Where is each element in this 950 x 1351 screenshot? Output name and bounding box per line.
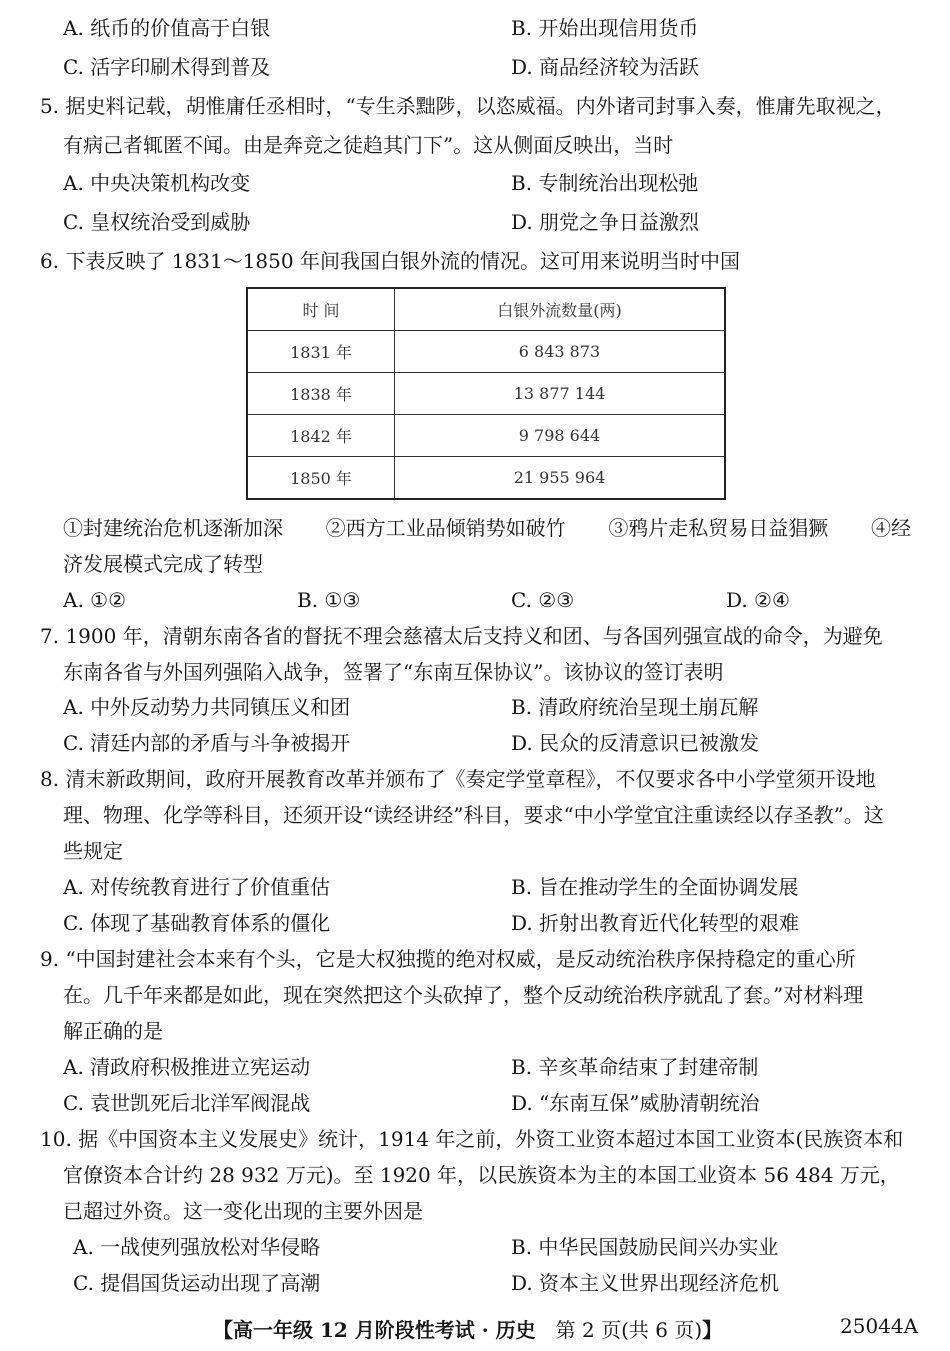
table-cell-year: 1842 年 — [247, 415, 395, 457]
q9-stem-line-1: 9. “中国封建社会本来有个头，它是大权独揽的绝对权威，是反动统治秩序保持稳定的重心所 — [40, 947, 856, 971]
q8-stem-line-2: 理、物理、化学等科目，还须开设“读经讲经”科目，要求“中小学堂宜注重读经以存圣教”。这 — [63, 803, 884, 827]
q10-option-d: D. 资本主义世界出现经济危机 — [511, 1271, 780, 1295]
q8-option-a: A. 对传统教育进行了价值重估 — [63, 875, 331, 899]
q4-option-d: D. 商品经济较为活跃 — [511, 55, 700, 79]
q9-option-d: D. “东南互保”威胁清朝统治 — [511, 1091, 760, 1115]
table-cell-year: 1850 年 — [247, 457, 395, 500]
table-header-cell: 白银外流数量(两) — [395, 288, 726, 331]
q5-option-a: A. 中央决策机构改变 — [63, 171, 251, 195]
q8-stem-line-1: 8. 清末新政期间，政府开展教育改革并颁布了《奏定学堂章程》，不仅要求各中小学堂须开设地 — [40, 767, 876, 791]
q6-item-2: ②西方工业品倾销势如破竹 — [325, 516, 566, 540]
q10-stem-line-3: 已超过外资。这一变化出现的主要外因是 — [63, 1199, 423, 1223]
q10-option-a: A. 一战使列强放松对华侵略 — [73, 1235, 321, 1259]
q6-option-a: A. ①② — [63, 588, 127, 612]
footer-dot: · — [474, 1318, 496, 1342]
q8-option-c: C. 体现了基础教育体系的僵化 — [63, 911, 331, 935]
silver-outflow-table — [246, 287, 726, 500]
q6-items-line-1 — [63, 515, 911, 541]
q9-stem-line-3: 解正确的是 — [63, 1019, 163, 1043]
q9-option-c: C. 袁世凯死后北洋军阀混战 — [63, 1091, 311, 1115]
q10-option-b: B. 中华民国鼓励民间兴办实业 — [511, 1235, 779, 1259]
q5-option-d: D. 朋党之争日益激烈 — [511, 210, 700, 234]
table-cell-amount: 9 798 644 — [395, 415, 726, 457]
q6-option-c: C. ②③ — [511, 588, 575, 612]
q8-stem-line-3: 些规定 — [63, 839, 123, 863]
table-row — [247, 373, 725, 415]
table-header-cell: 时 间 — [247, 288, 395, 331]
table-row — [247, 457, 725, 500]
table-cell-amount: 13 877 144 — [395, 373, 726, 415]
q10-stem-line-1: 10. 据《中国资本主义发展史》统计，1914 年之前，外资工业资本超过本国工业资本(民族资本和 — [40, 1127, 904, 1151]
q7-option-c: C. 清廷内部的矛盾与斗争被揭开 — [63, 731, 351, 755]
table-row — [247, 331, 725, 373]
q4-option-c: C. 活字印刷术得到普及 — [63, 55, 271, 79]
q8-option-d: D. 折射出教育近代化转型的艰难 — [511, 911, 800, 935]
q5-option-b: B. 专制统治出现松弛 — [511, 171, 699, 195]
footer-bracket-close: 】 — [702, 1318, 723, 1342]
q7-option-b: B. 清政府统治呈现土崩瓦解 — [511, 695, 759, 719]
q9-stem-line-2: 在。几千年来都是如此，现在突然把这个头砍掉了，整个反动统治秩序就乱了套。”对材料理 — [63, 983, 864, 1007]
q6-item-3: ③鸦片走私贸易日益猖獗 — [608, 516, 829, 540]
table-cell-amount: 6 843 873 — [395, 331, 726, 373]
q6-item-1: ①封建统治危机逐渐加深 — [63, 516, 283, 540]
q7-option-a: A. 中外反动势力共同镇压义和团 — [63, 695, 351, 719]
q7-stem-line-1: 7. 1900 年，清朝东南各省的督抚不理会慈禧太后支持义和团、与各国列强宣战的命令，为避免 — [40, 624, 883, 648]
q4-option-a: A. 纸币的价值高于白银 — [63, 16, 271, 40]
q6-option-b: B. ①③ — [297, 588, 361, 612]
q6-option-d: D. ②④ — [726, 588, 790, 612]
q10-option-c: C. 提倡国货运动出现了高潮 — [73, 1271, 321, 1295]
footer-bracket-open: 【 — [213, 1318, 233, 1342]
q9-option-b: B. 辛亥革命结束了封建帝制 — [511, 1055, 759, 1079]
q6-item-4: ④经 — [870, 516, 911, 540]
q6-item-4-continued: 济发展模式完成了转型 — [63, 552, 263, 576]
footer-page-number: 第 2 页(共 6 页) — [535, 1318, 703, 1342]
table-cell-year: 1838 年 — [247, 373, 395, 415]
q10-stem-line-2: 官僚资本合计约 28 932 万元)。至 1920 年，以民族资本为主的本国工业资本 56 484 万元， — [63, 1163, 900, 1187]
q6-stem: 6. 下表反映了 1831～1850 年间我国白银外流的情况。这可用来说明当时中国 — [40, 249, 740, 273]
q5-stem-line-2: 有病己者辄匿不闻。由是奔竞之徒趋其门下”。这从侧面反映出，当时 — [63, 133, 674, 157]
footer-exam-title: 高一年级 12 月阶段性考试 — [233, 1318, 475, 1342]
q5-option-c: C. 皇权统治受到威胁 — [63, 210, 251, 234]
q7-option-d: D. 民众的反清意识已被激发 — [511, 731, 760, 755]
footer-subject: 历史 — [495, 1318, 536, 1342]
page-footer — [213, 1314, 722, 1343]
q7-stem-line-2: 东南各省与外国列强陷入战争，签署了“东南互保协议”。该协议的签订表明 — [63, 660, 724, 684]
q9-option-a: A. 清政府积极推进立宪运动 — [63, 1055, 311, 1079]
exam-code: 25044A — [840, 1314, 919, 1338]
table-header-row — [247, 288, 725, 331]
table-row — [247, 415, 725, 457]
table-cell-amount: 21 955 964 — [395, 457, 726, 500]
q8-option-b: B. 旨在推动学生的全面协调发展 — [511, 875, 799, 899]
q5-stem-line-1: 5. 据史料记载，胡惟庸任丞相时，“专生杀黜陟，以恣威福。内外诸司封事入奏，惟庸先取视之， — [40, 94, 896, 118]
q4-option-b: B. 开始出现信用货币 — [511, 16, 699, 40]
table-cell-year: 1831 年 — [247, 331, 395, 373]
